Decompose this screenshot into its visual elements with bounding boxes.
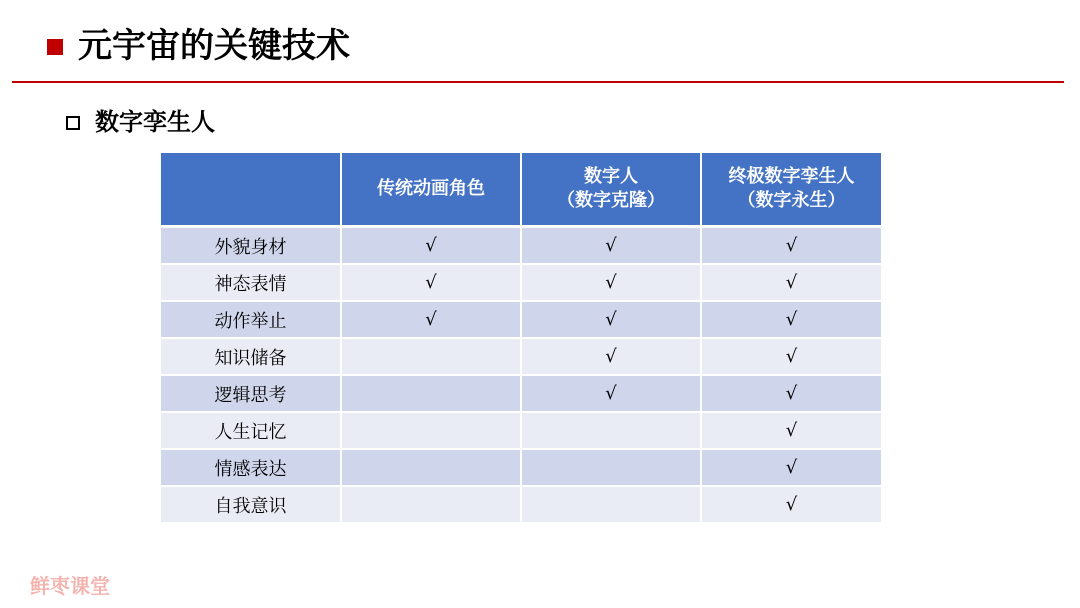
row-label: 自我意识 — [161, 486, 341, 523]
row-label: 动作举止 — [161, 301, 341, 338]
check-cell: √ — [521, 301, 701, 338]
table-body — [161, 227, 881, 524]
check-cell — [341, 486, 521, 523]
title-bullet-square — [47, 39, 63, 55]
check-cell: √ — [701, 412, 881, 449]
check-cell — [341, 412, 521, 449]
check-cell — [341, 449, 521, 486]
table-row — [161, 301, 881, 338]
check-cell: √ — [341, 227, 521, 265]
check-cell: √ — [341, 301, 521, 338]
watermark-logo-text: 鲜枣课堂 — [30, 574, 110, 598]
check-cell: √ — [521, 227, 701, 265]
header-line-2: （数字永生） — [737, 190, 846, 211]
table-row — [161, 375, 881, 412]
table-row — [161, 449, 881, 486]
check-cell: √ — [521, 264, 701, 301]
slide-title: 元宇宙的关键技术 — [78, 26, 350, 66]
row-label: 逻辑思考 — [161, 375, 341, 412]
header-line-2: （数字克隆） — [557, 190, 665, 211]
table-row — [161, 264, 881, 301]
check-cell — [521, 412, 701, 449]
header-cell-traditional-animation — [341, 153, 521, 227]
check-cell: √ — [521, 338, 701, 375]
check-cell: √ — [701, 486, 881, 523]
table-row — [161, 412, 881, 449]
check-cell — [341, 338, 521, 375]
table-header-row — [161, 153, 881, 227]
check-cell: √ — [521, 375, 701, 412]
header-cell-blank — [161, 153, 341, 227]
header-cell-digital-human — [521, 153, 701, 227]
check-cell: √ — [701, 449, 881, 486]
check-cell: √ — [701, 338, 881, 375]
row-label: 人生记忆 — [161, 412, 341, 449]
header-line-1: 数字人 — [584, 166, 638, 187]
table-row — [161, 486, 881, 523]
check-cell — [341, 375, 521, 412]
check-cell — [521, 486, 701, 523]
row-label: 知识储备 — [161, 338, 341, 375]
slide-subtitle: 数字孪生人 — [95, 108, 215, 136]
header-cell-ultimate-digital-twin — [701, 153, 881, 227]
row-label: 神态表情 — [161, 264, 341, 301]
subtitle-bullet-square — [66, 116, 80, 130]
row-label: 外貌身材 — [161, 227, 341, 265]
check-cell: √ — [701, 375, 881, 412]
check-cell: √ — [701, 227, 881, 265]
table-row — [161, 338, 881, 375]
check-cell — [521, 449, 701, 486]
comparison-table — [161, 153, 881, 524]
table-row — [161, 227, 881, 265]
header-line-1: 终极数字孪生人 — [728, 166, 855, 187]
row-label: 情感表达 — [161, 449, 341, 486]
title-divider — [12, 81, 1064, 83]
check-cell: √ — [341, 264, 521, 301]
check-cell: √ — [701, 301, 881, 338]
header-line-1: 传统动画角色 — [377, 178, 485, 199]
check-cell: √ — [701, 264, 881, 301]
